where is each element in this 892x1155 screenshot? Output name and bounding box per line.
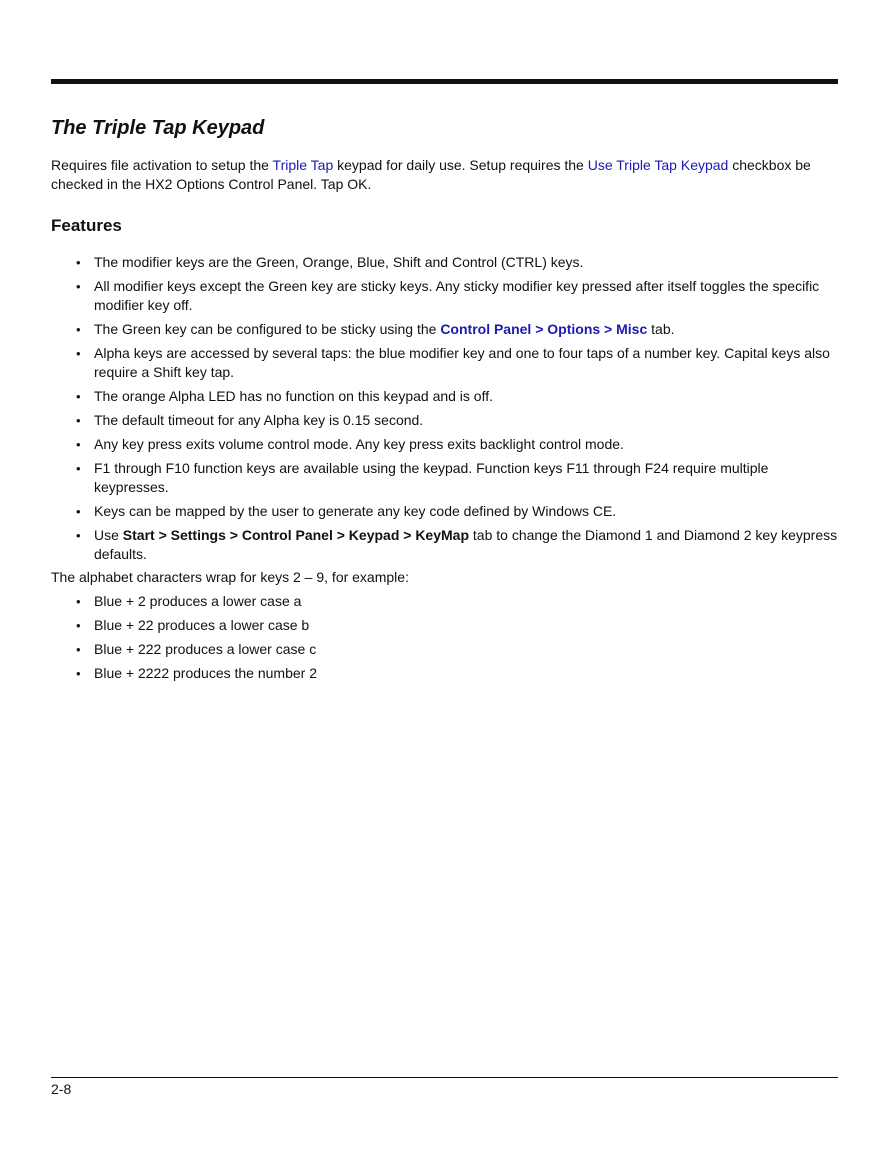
keymap-path: Start > Settings > Control Panel > Keypad > KeyMap xyxy=(122,527,470,543)
list-item: • The modifier keys are the Green, Orange, Blue, Shift and Control (CTRL) keys. xyxy=(51,253,841,272)
list-item: • Blue + 222 produces a lower case c xyxy=(51,640,841,659)
list-item: • F1 through F10 function keys are available using the keypad. Function keys F11 through F24 require multiple keypresses. xyxy=(51,459,841,497)
triple-tap-link[interactable]: Triple Tap xyxy=(272,157,334,173)
item-text: Use xyxy=(94,527,123,543)
intro-paragraph xyxy=(51,156,841,194)
list-item: • Blue + 2 produces a lower case a xyxy=(51,592,841,611)
list-item: • Blue + 22 produces a lower case b xyxy=(51,616,841,635)
list-item: • Keys can be mapped by the user to generate any key code defined by Windows CE. xyxy=(51,502,841,521)
intro-text-2: keypad for daily use. Setup requires the xyxy=(333,157,588,173)
use-triple-tap-keypad-link[interactable]: Use Triple Tap Keypad xyxy=(587,157,729,173)
examples-list xyxy=(51,592,841,688)
item-text: tab. xyxy=(647,321,675,337)
item-text: The Green key can be configured to be sticky using the xyxy=(94,321,441,337)
list-item: • The orange Alpha LED has no function on this keypad and is off. xyxy=(51,387,841,406)
wrap-note: The alphabet characters wrap for keys 2 – 9, for example: xyxy=(51,569,409,585)
footer-rule xyxy=(51,1077,838,1078)
item-text: tab to change the Diamond 1 and Diamond 2 key keypress defaults. xyxy=(94,527,838,562)
features-list xyxy=(51,253,841,569)
control-panel-options-misc-link[interactable]: Control Panel > Options > Misc xyxy=(440,321,648,337)
features-heading: Features xyxy=(51,216,122,235)
list-item: • The default timeout for any Alpha key is 0.15 second. xyxy=(51,411,841,430)
intro-text-1: Requires file activation to setup the xyxy=(51,157,273,173)
list-item xyxy=(51,320,841,339)
page-number: 2-8 xyxy=(51,1081,72,1097)
list-item xyxy=(51,526,841,564)
page-title: The Triple Tap Keypad xyxy=(51,117,265,139)
header-rule xyxy=(51,79,838,84)
list-item: • Alpha keys are accessed by several taps: the blue modifier key and one to four taps of a number key. Capital keys also require a Shift key tap. xyxy=(51,344,841,382)
list-item: • Any key press exits volume control mode. Any key press exits backlight control mode. xyxy=(51,435,841,454)
list-item: • Blue + 2222 produces the number 2 xyxy=(51,664,841,683)
intro-text-3: checkbox be checked in the HX2 Options Control Panel. Tap OK. xyxy=(51,157,811,192)
list-item: • All modifier keys except the Green key are sticky keys. Any sticky modifier key pressed after itself toggles the specific modifier key off. xyxy=(51,277,841,315)
